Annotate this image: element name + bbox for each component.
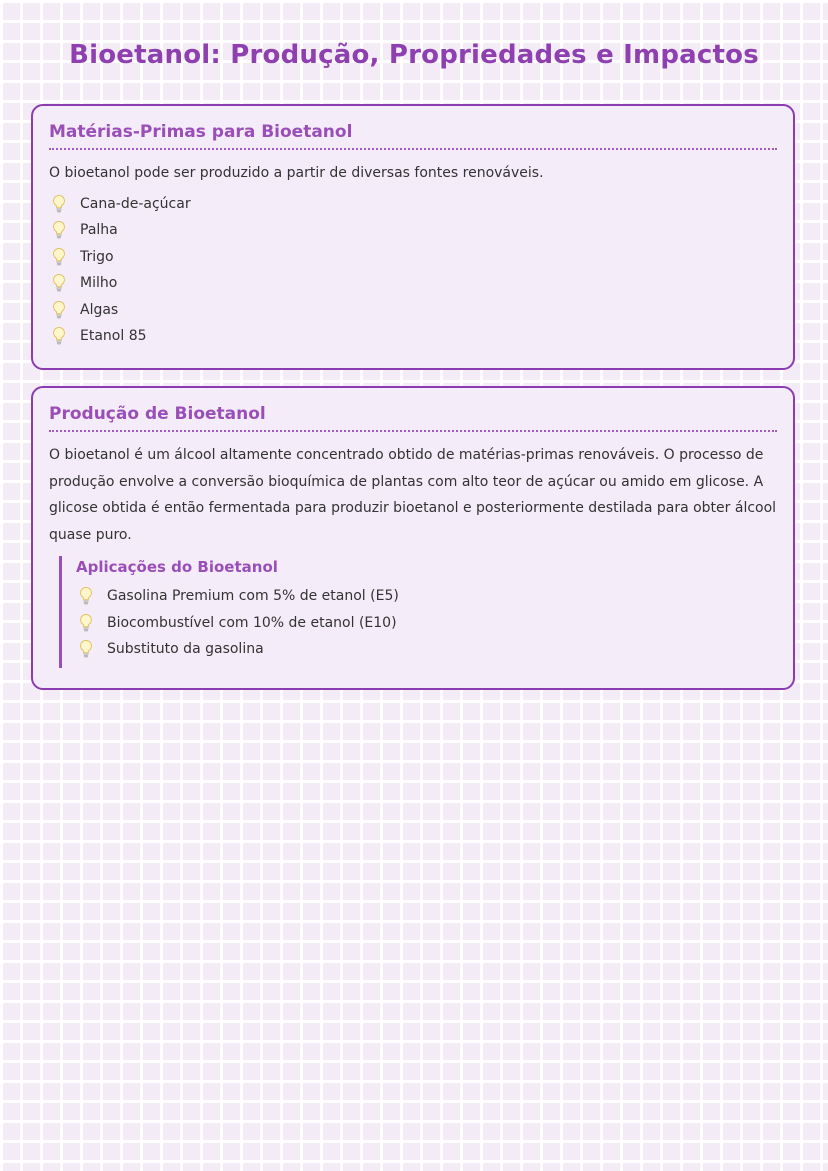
list-item-label: Cana-de-açúcar [80,195,191,212]
lightbulb-icon [51,220,67,240]
list-item-label: Substituto da gasolina [107,641,264,658]
lightbulb-icon [78,586,94,606]
lightbulb-icon [51,273,67,293]
lightbulb-icon [51,300,67,320]
list-item [49,270,777,297]
lightbulb-icon [51,326,67,346]
production-card [31,386,795,690]
section-intro: O bioetanol pode ser produzido a partir de diversas fontes renováveis. [49,165,544,181]
subsection-title: Aplicações do Bioetanol [76,558,278,576]
list-item [49,297,777,324]
raw-materials-list [49,191,777,350]
lightbulb-icon [51,194,67,214]
list-item-label: Palha [80,222,118,239]
list-item [49,323,777,350]
raw-materials-card [31,104,795,370]
lightbulb-icon [78,613,94,633]
list-item [76,610,777,637]
list-item [49,244,777,271]
list-item [76,583,777,610]
page-title: Bioetanol: Produção, Propriedades e Impactos [69,40,759,70]
list-item-label: Milho [80,275,118,292]
list-item-label: Trigo [80,248,114,265]
list-item-label: Algas [80,301,119,318]
applications-list [76,583,777,663]
list-item [49,191,777,218]
section-paragraph: O bioetanol é um álcool altamente concentrado obtido de matérias-primas renováveis. O processo de produção envolve a conversão bioquímica de plantas com alto teor de açúcar ou amido em glicose. A glicose obtida é então fermentada para produzir bioetanol e posteriormente destilada para obter álcool quase puro. [49,447,777,543]
list-item-label: Gasolina Premium com 5% de etanol (E5) [107,588,399,605]
list-item-label: Etanol 85 [80,328,147,345]
applications-subsection [59,556,777,668]
list-item [49,217,777,244]
section-title: Produção de Bioetanol [49,404,777,432]
lightbulb-icon [51,247,67,267]
list-item-label: Biocombustível com 10% de etanol (E10) [107,614,397,631]
list-item [76,636,777,663]
section-title: Matérias-Primas para Bioetanol [49,122,777,150]
lightbulb-icon [78,639,94,659]
